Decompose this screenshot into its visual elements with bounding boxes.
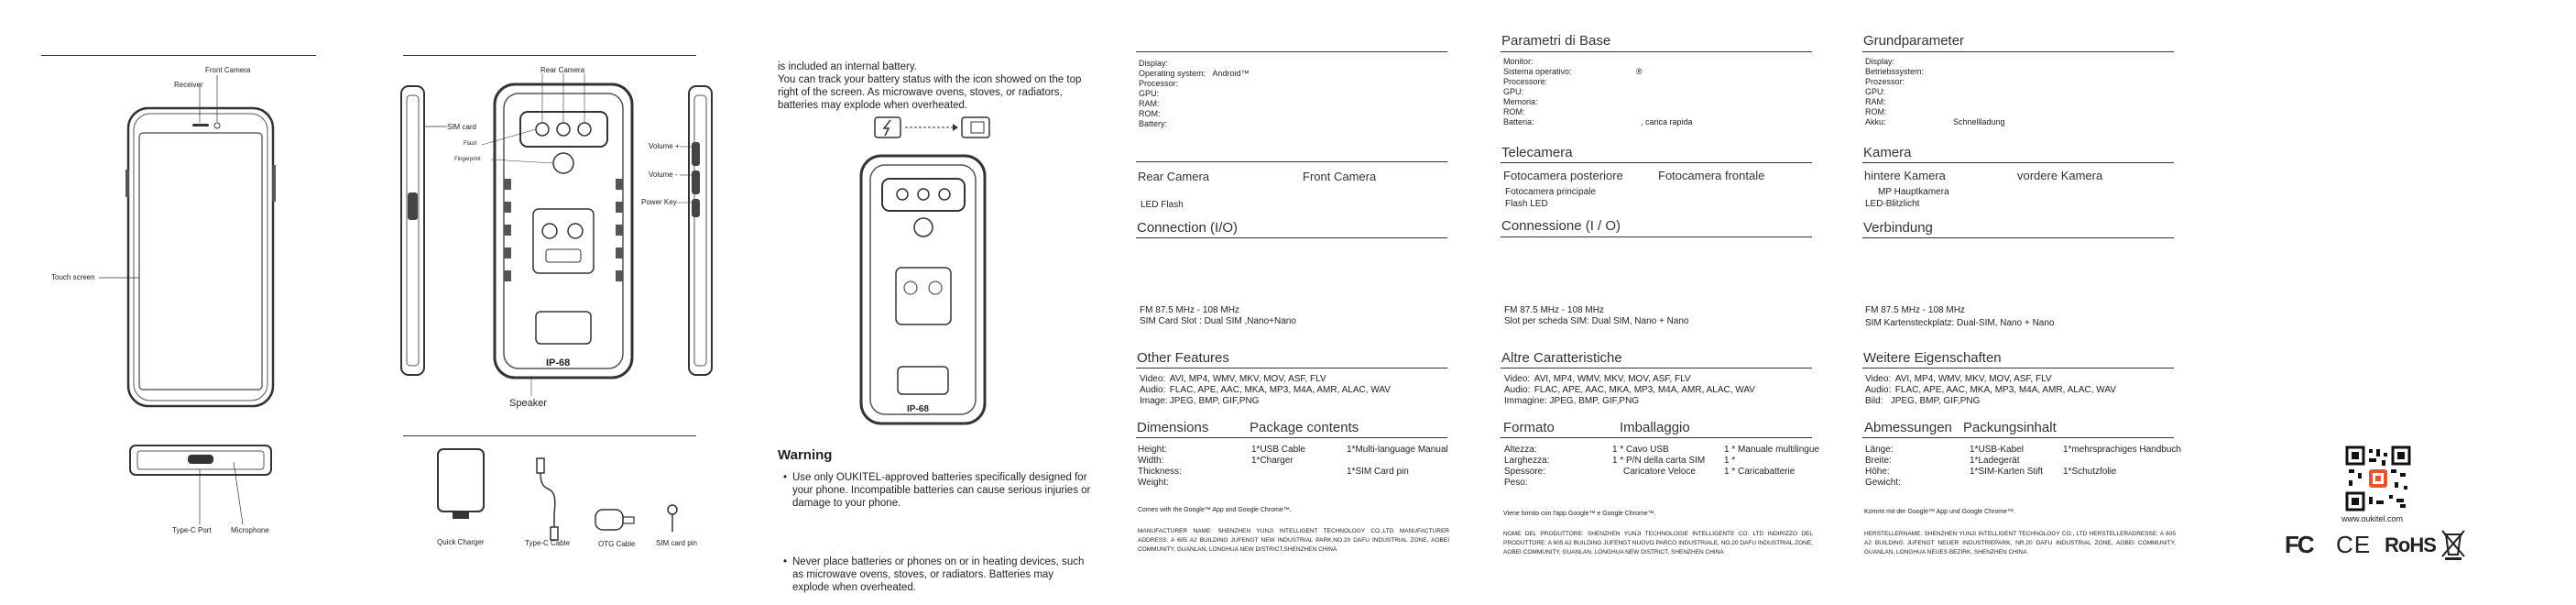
google-note: Kommt mit der Google™ App und Google Chrome™. [1864, 509, 2015, 515]
accessory-label: Type-C Cable [525, 539, 570, 547]
label-touch-screen: Touch screen [51, 273, 95, 281]
manufacturer-info: MANUFACTURER NAME: SHENZHEN YUNJI INTELLIGENT TECHNOLOGY CO.,LTD MANUFACTURER ADDRESS: A 605 A2 BUILDING JUFENGT NEW INDUSTRIAL PARK,NO.20 DAFU INDUSTRIAL ZONE, AOBEI COMMUNITY, GUANLAN, LONGHUA NEW DISTRICT,SHENZHEN CHINA [1138, 528, 1449, 553]
other-features-heading: Weitere Eigenschaften [1863, 350, 2002, 366]
package-list: 1 * Manuale multilingue 1 * 1 * Caricabatterie [1724, 445, 1819, 477]
rule [1862, 51, 2174, 52]
front-camera-heading: Front Camera [1303, 170, 1377, 183]
rule [1136, 237, 1447, 238]
qr-code [2345, 446, 2411, 512]
google-note: Viene fornito con l'app Google™ e Google Chrome™. [1503, 511, 1656, 517]
connection-heading: Connection (I/O) [1137, 220, 1239, 236]
accessory-label: Quick Charger [437, 538, 485, 546]
rohs-logo: RoHS [2385, 534, 2436, 556]
section-title: Parametri di Base [1501, 33, 1611, 49]
rule [1136, 161, 1447, 162]
front-camera-heading: vordere Kamera [2017, 169, 2103, 182]
rule [1136, 437, 1447, 438]
rule [1136, 51, 1447, 52]
dimensions-heading: Formato [1503, 420, 1555, 435]
package-list: 1*USB Cable 1*Charger [1251, 445, 1305, 466]
dimensions-heading: Dimensions [1137, 420, 1209, 435]
label-volume-down: Volume - [649, 170, 678, 179]
front-camera-heading: Fotocamera frontale [1658, 169, 1765, 182]
label-sim-card: SIM card [447, 123, 477, 131]
battery-paragraph: is included an internal battery. You can track your battery status with the icon showed on the top right of the screen. As microwave ovens, stoves, or radiators, batteries may explode when overheated. [778, 61, 1082, 111]
ip-badge: IP-68 [546, 358, 571, 368]
basic-spec-list: Monitor: Sistema operativo: ® Processore: GPU: Memoria: ROM: Batteria: , carica rapida [1503, 57, 1693, 126]
dimensions-heading: Abmessungen [1864, 420, 1952, 435]
dimension-list: Länge: Breite: Höhe: Gewicht: [1865, 445, 1901, 488]
warning-item: • Never place batteries or phones on or in heating devices, such as microwave ovens, stoves, or radiators. Batteries may explode when overheated. [783, 556, 1093, 594]
package-heading: Imballaggio [1620, 420, 1690, 435]
connection-heading: Connessione (I / O) [1501, 218, 1621, 234]
camera-heading: Kamera [1863, 145, 1912, 160]
rule [1501, 51, 1812, 52]
package-list: 1*USB-Kabel 1*Ladegerät 1*SIM-Karten Stift [1970, 445, 2044, 477]
flash-text: LED-Blitzlicht [1865, 199, 1920, 209]
label-volume-up: Volume + [649, 142, 680, 150]
manufacturer-info: NOME DEL PRODUTTORE: SHENZHEN YUNJI TECHNOLOGIE INTELLIGENTE CO. LTD INDIRIZZO DEL PRODUTTORE: A 605 A2 BUILDING JUFENGT NUOVO PARCO INDUSTRIALE, NO.20 DAFU INDUSTRIAL ZONE, AOBEI COMMUNITY, GUANLAN, LONGHUA NEW DISTRICT, SHENZHEN CHINA [1503, 531, 1813, 556]
label-receiver: Receiver [174, 81, 203, 89]
manufacturer-info: HERSTELLERNAME: SHENZHEN YUNJI INTELLIGENT TECHNOLOGY CO., LTD HERSTELLERADRESSE: A 605 A2 BUILDING JUFENGT NEUER INDUSTRIEPARK, NR.20 DAFU INDUSTRIAL ZONE, AOBEI COMMUNITY, GUANLAN, LONGHUA NEUES BEZIRK, SHENZHEN CHINA [1864, 531, 2176, 556]
connection-heading: Verbindung [1863, 220, 1933, 236]
package-list: 1*Multi-language Manual 1*SIM Card pin [1347, 445, 1448, 477]
rule [1501, 437, 1812, 438]
features-list: Video: AVI, MP4, WMV, MKV, MOV, ASF, FLV Audio: FLAC, APE, AAC, MKA, MP3, M4A, AMR, ALAC, WAV Immagine: JPEG, BMP, GIF,PNG [1504, 374, 1755, 406]
fcc-logo: FC [2285, 531, 2313, 558]
features-list: Video: AVI, MP4, WMV, MKV, MOV, ASF, FLV Audio: FLAC, APE, AAC, MKA, MP3, M4A, AMR, ALAC, WAV Image: JPEG, BMP, GIF,PNG [1140, 374, 1391, 406]
label-rear-camera: Rear Camera [540, 66, 585, 74]
label-typec-port: Type-C Port [172, 526, 212, 534]
rear-camera-heading: Fotocamera posteriore [1503, 169, 1623, 182]
accessory-label: OTG Cable [598, 540, 636, 548]
label-front-camera: Front Camera [205, 66, 251, 74]
features-list: Video: AVI, MP4, WMV, MKV, MOV, ASF, FLV Audio: FLAC, APE, AAC, MKA, MP3, M4A, AMR, ALAC, WAV Bild: JPEG, BMP, GIF,PNG [1865, 374, 2116, 406]
package-list: 1*mehrsprachiges Handbuch 1*Schutzfolie [2063, 445, 2181, 477]
label-power-key: Power Key [641, 198, 677, 206]
other-features-heading: Altre Caratteristiche [1501, 350, 1622, 366]
sim-text: Slot per scheda SIM: Dual SIM, Nano + Nano [1504, 316, 1689, 326]
fm-text: FM 87.5 MHz - 108 MHz [1140, 305, 1239, 315]
main-camera-text: MP Hauptkamera [1878, 187, 1949, 197]
ip-badge: IP-68 [907, 404, 929, 414]
section-title: Grundparameter [1863, 33, 1965, 49]
label-fingerprint: Fingerprint [454, 157, 481, 162]
rule [1862, 437, 2174, 438]
main-camera-text: Fotocamera principale [1505, 187, 1596, 197]
basic-spec-list: Display: Operating system: Android™ Processor: GPU: RAM: ROM: Battery: [1139, 59, 1250, 128]
website-url: www.oukitel.com [2341, 514, 2404, 523]
battery-charging-diagram [0, 0, 1099, 605]
fm-text: FM 87.5 MHz - 108 MHz [1865, 305, 1965, 315]
accessory-label: SIM card pin [656, 539, 697, 547]
rule [1501, 236, 1812, 237]
fm-text: FM 87.5 MHz - 108 MHz [1504, 305, 1604, 315]
weee-bin-icon [2441, 529, 2465, 560]
warning-title: Warning [778, 447, 833, 463]
basic-spec-list: Display: Betriebssystem: Prozessor: GPU: RAM: ROM: Akku: Schnellladung [1865, 57, 2005, 126]
rule [1501, 162, 1812, 163]
other-features-heading: Other Features [1137, 350, 1229, 366]
label-flash: Flash [464, 141, 477, 147]
label-microphone: Microphone [231, 526, 269, 534]
camera-heading: Telecamera [1501, 145, 1573, 160]
flash-text: Flash LED [1505, 199, 1548, 209]
package-list: 1 * Cavo USB 1 * P/N della carta SIM Caricatore Veloce [1612, 445, 1706, 477]
ce-logo: CE [2336, 531, 2372, 558]
dimension-list: Altezza: Larghezza: Spessore: Peso: [1504, 445, 1550, 488]
dimension-list: Height: Width: Thickness: Weight: [1138, 445, 1182, 488]
warning-item: • Use only OUKITEL-approved batteries specifically designed for your phone. Incompatible batteries can cause serious injuries or damage to your phone. [783, 471, 1093, 510]
flash-text: LED Flash [1141, 200, 1184, 210]
label-speaker: Speaker [509, 398, 547, 409]
sim-text: SIM Kartensteckplatz: Dual-SIM, Nano + Nano [1865, 318, 2055, 328]
google-note: Comes with the Google™ App and Google Chrome™. [1138, 507, 1292, 513]
sim-text: SIM Card Slot : Dual SIM ,Nano+Nano [1140, 316, 1296, 326]
rule [1862, 237, 2174, 238]
rule [1862, 162, 2174, 163]
rear-camera-heading: Rear Camera [1138, 170, 1210, 183]
package-heading: Packungsinhalt [1963, 420, 2057, 435]
package-heading: Package contents [1250, 420, 1359, 435]
rear-camera-heading: hintere Kamera [1864, 169, 1946, 182]
